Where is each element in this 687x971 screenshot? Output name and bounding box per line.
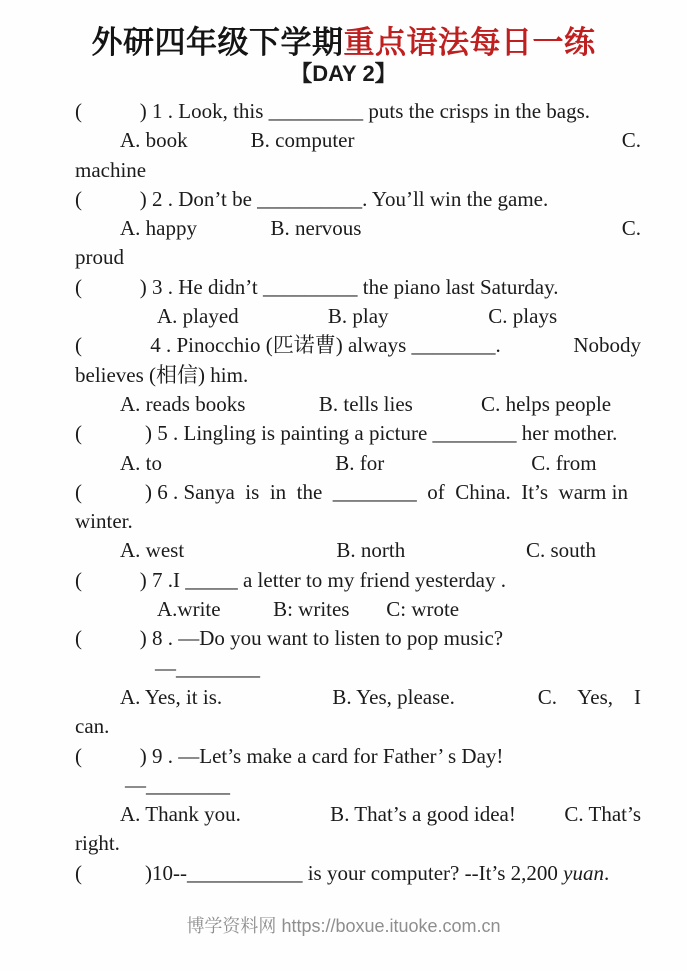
q1-options-ab: A. book B. computer: [120, 128, 355, 153]
title-red-text: 重点语法每日一练: [343, 25, 596, 60]
q9-answer-blank: —________: [125, 772, 230, 797]
q1-options-row: [75, 126, 641, 155]
q9-line: ( ) 9 . —Let’s make a card for Father’ s Day!: [75, 743, 504, 768]
q1-option-c: C.: [621, 128, 641, 153]
q1-option-c-continuation: machine: [75, 157, 147, 182]
q9-option-c-continuation: right.: [75, 831, 120, 856]
q4-text: ( 4 . Pinocchio (匹诺曹) always ________.: [75, 333, 501, 358]
q7-options-row: A.write B: writes C: wrote: [157, 597, 460, 622]
q5-options-row: A. to B. for C. from: [120, 450, 597, 475]
page-title: [0, 26, 687, 60]
q6-line: ( ) 6 . Sanya is in the ________ of China. It’s warm in: [75, 479, 628, 504]
q8-option-c: C. Yes, I: [537, 684, 641, 709]
q10-text-end: .: [604, 860, 610, 885]
q6-options-row: A. west B. north C. south: [120, 538, 597, 563]
q10-text: ( )10--___________ is your computer? --It’s 2,200: [75, 860, 564, 885]
q8-answer-blank: —________: [155, 655, 260, 680]
q6-continuation: winter.: [75, 509, 133, 534]
q2-option-c: C.: [621, 216, 641, 241]
q9-options-ab: A. Thank you. B. That’s a good idea!: [120, 802, 516, 827]
q2-line: ( ) 2 . Don’t be __________. You’ll win the game.: [75, 186, 549, 211]
q7-line: ( ) 7 .I _____ a letter to my friend yesterday .: [75, 567, 506, 592]
worksheet-body: [0, 97, 687, 888]
footer-watermark: 博学资料网 https://boxue.ituoke.com.cn: [186, 916, 501, 937]
q8-option-c-continuation: can.: [75, 714, 110, 739]
q8-options-ab: A. Yes, it is. B. Yes, please.: [120, 684, 455, 709]
q4-line: [75, 331, 641, 360]
q8-line: ( ) 8 . —Do you want to listen to pop music?: [75, 626, 504, 651]
q5-line: ( ) 5 . Lingling is painting a picture ________ her mother.: [75, 421, 618, 446]
q10-yuan-italic: yuan: [563, 860, 604, 885]
page-subtitle: 【DAY 2】: [290, 61, 397, 86]
q2-options-ab: A. happy B. nervous: [120, 216, 362, 241]
q4-text-end: Nobody: [573, 333, 641, 358]
q3-line: ( ) 3 . He didn’t _________ the piano last Saturday.: [75, 274, 559, 299]
q10-line: [75, 859, 641, 888]
q3-options-row: A. played B. play C. plays: [157, 304, 558, 329]
q2-option-c-continuation: proud: [75, 245, 124, 270]
q8-options-row: [75, 683, 641, 712]
title-black-text: 外研四年级下学期: [91, 25, 344, 60]
q9-option-c: C. That’s: [564, 802, 641, 827]
q4-options-row: A. reads books B. tells lies C. helps people: [120, 391, 612, 416]
q9-options-row: [75, 800, 641, 829]
q1-line: ( ) 1 . Look, this _________ puts the crisps in the bags.: [75, 99, 591, 123]
q2-options-row: [75, 214, 641, 243]
q4-continuation: believes (相信) him.: [75, 362, 249, 387]
